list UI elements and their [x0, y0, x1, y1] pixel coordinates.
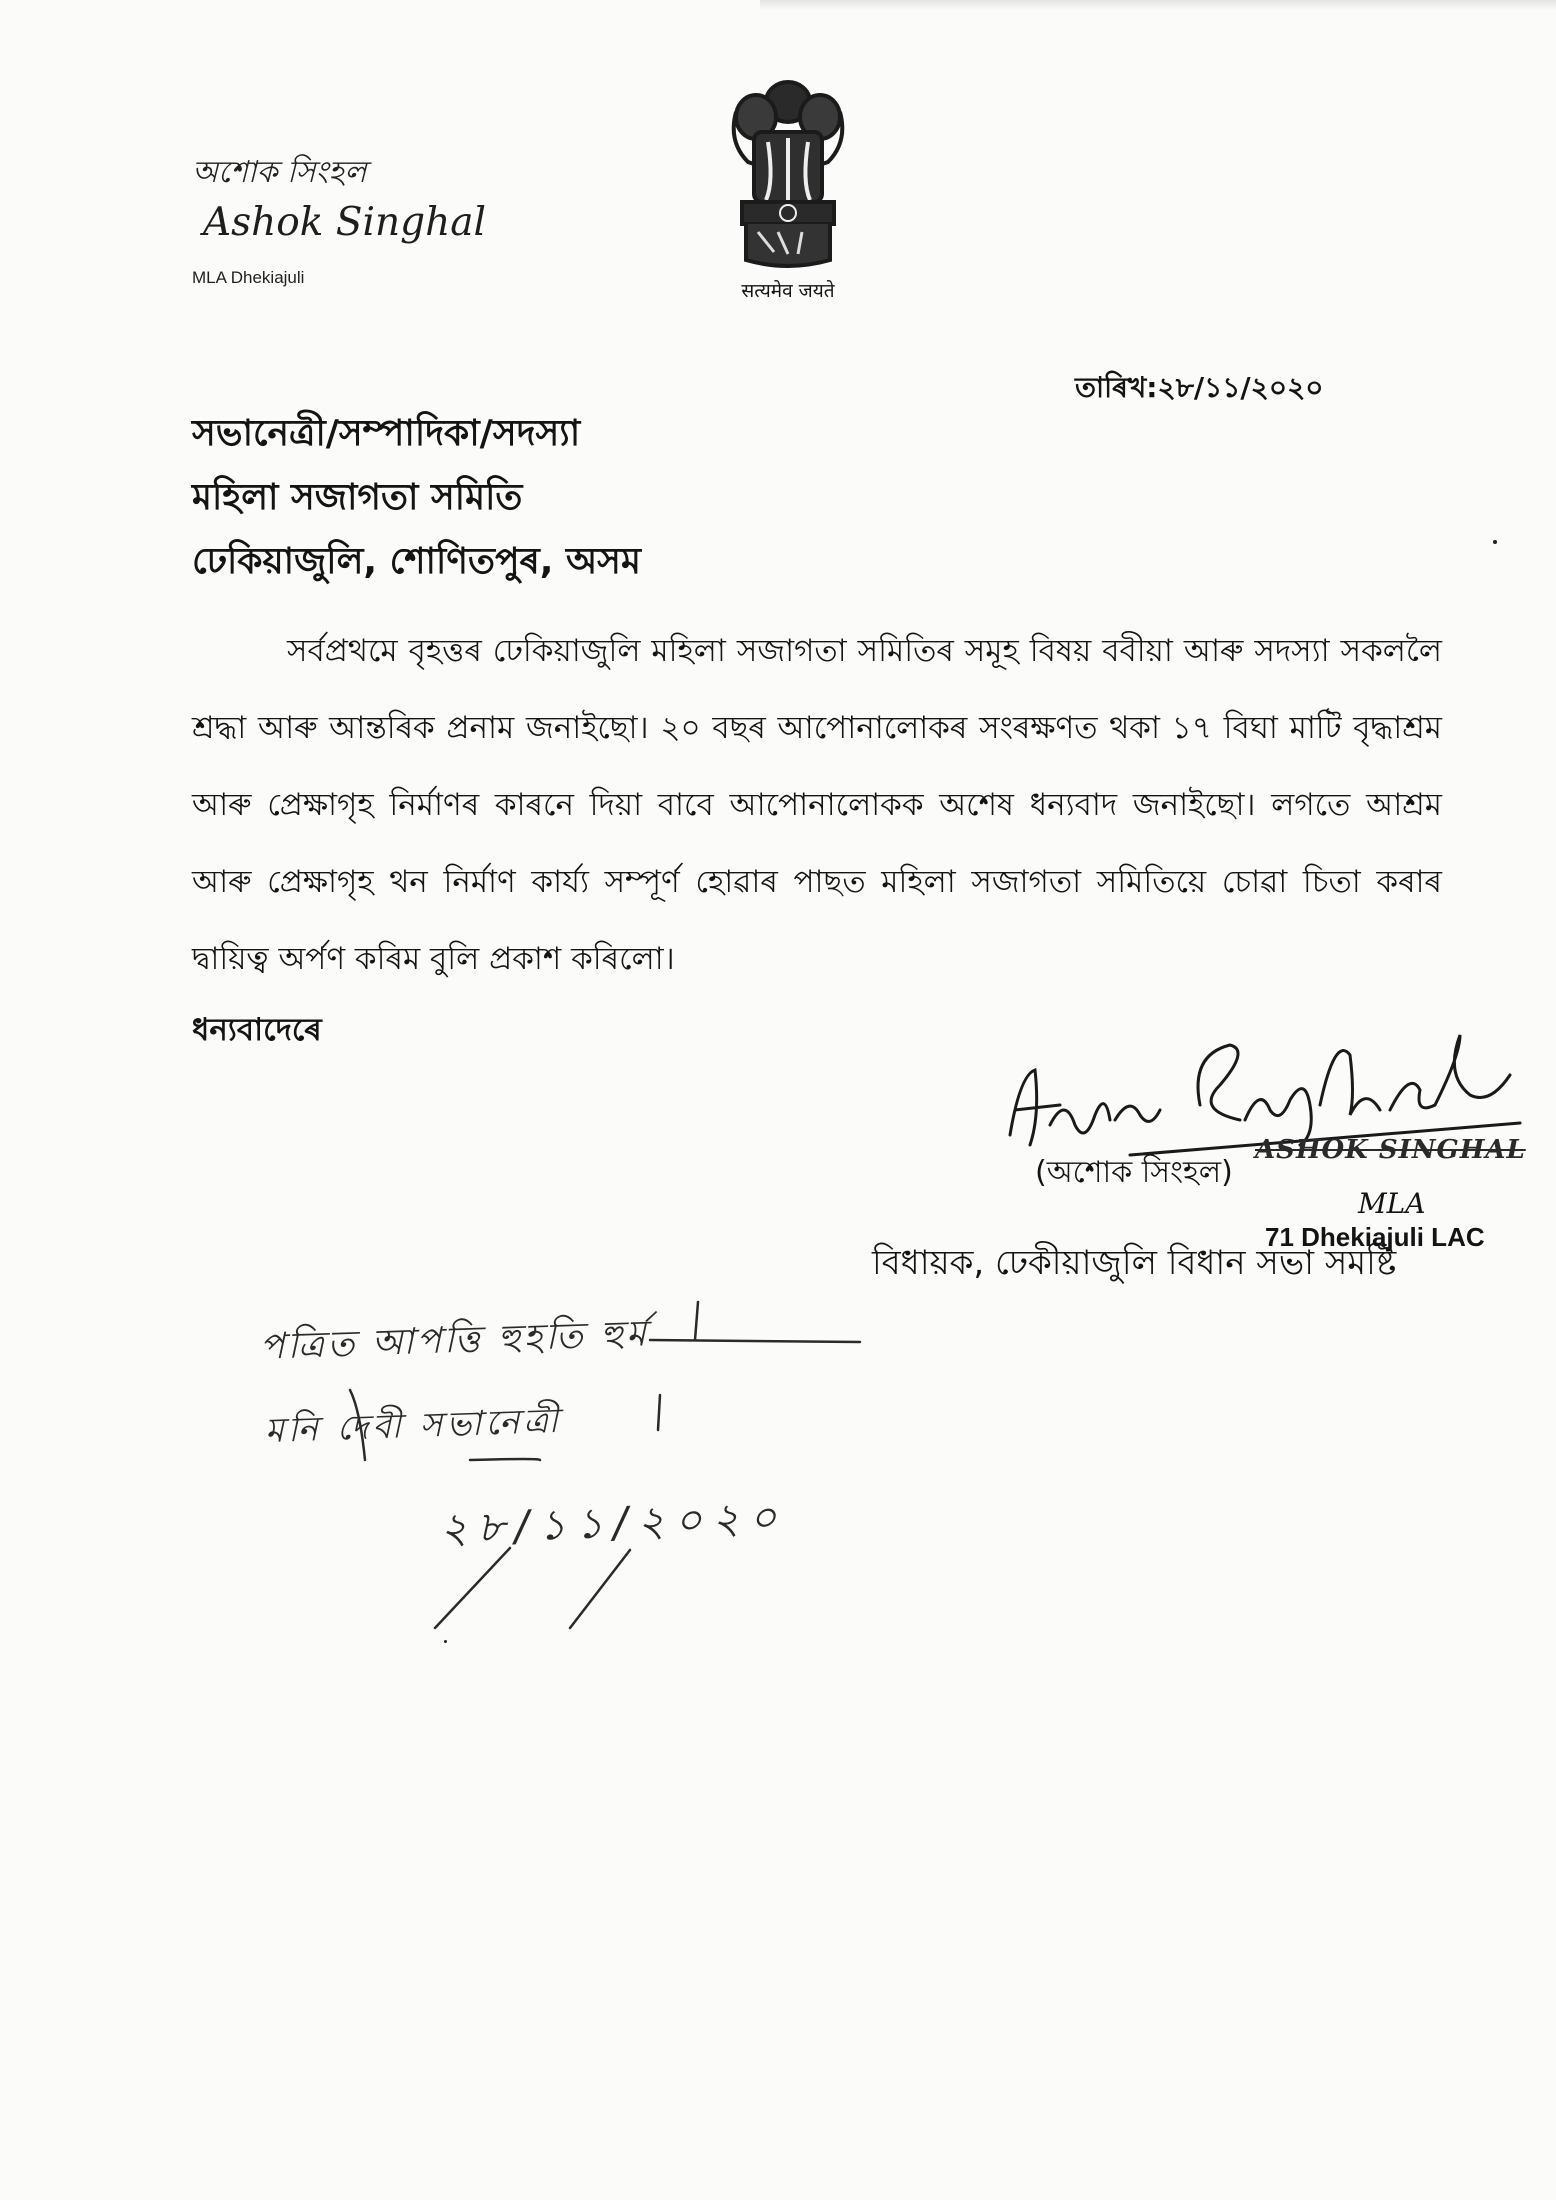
speck	[444, 1640, 447, 1643]
speck	[1493, 540, 1497, 544]
letterhead-designation: MLA Dhekiajuli	[192, 268, 305, 287]
signature-designation: বিধায়ক, ঢেকীয়াজুলি বিধান সভা সমষ্টি	[872, 1243, 1397, 1283]
national-emblem-icon	[718, 72, 858, 272]
closing: ধন্যবাদেৰে	[192, 1012, 322, 1048]
handwritten-note-line-2: মনি দেবী সভানেত্ৰী	[264, 1400, 563, 1452]
handwritten-note-date: ২৮/১১/২০২০	[439, 1491, 788, 1554]
signature-stamp-name: ASHOK SINGHAL	[1255, 1135, 1526, 1165]
letterhead-name-bengali: অশোক সিংহল	[192, 155, 367, 190]
signature-name-bengali: (অশোক সিংহল)	[1035, 1155, 1233, 1190]
scan-edge	[760, 0, 1556, 10]
letter-body	[192, 613, 1442, 998]
emblem-motto: सत्यमेव जयते	[741, 280, 835, 302]
body-paragraph: সৰ্বপ্ৰথমে বৃহত্তৰ ঢেকিয়াজুলি মহিলা সজাগতা সমিতিৰ সমূহ বিষয় ববীয়া আৰু সদস্যা সকললৈ শ্ৰদ্ধা আৰু আন্তৰিক প্ৰনাম জনাইছো। ২০ বছৰ আপোনালোকৰ সংৰক্ষণত থকা ১৭ বিঘা মাটি বৃদ্ধাশ্ৰম আৰু প্ৰেক্ষাগৃহ নিৰ্মাণৰ কাৰনে দিয়া বাবে আপোনালোকক অশেষ ধন্যবাদ জনাইছো। লগতে আশ্ৰম আৰু প্ৰেক্ষাগৃহ থন নিৰ্মাণ কাৰ্য্য সম্পূৰ্ণ হোৱাৰ পাছত মহিলা সজাগতা সমিতিয়ে চোৱা চিতা কৰাৰ দ্বায়িত্ব অৰ্পণ কৰিম বুলি প্ৰকাশ কৰিলো।	[192, 633, 1442, 977]
recipient-line-2: মহিলা সজাগতা সমিতি	[192, 477, 523, 518]
signature-stamp-lac: 71 Dhekiajuli LAC	[1265, 1222, 1485, 1252]
recipient-line-1: সভানেত্ৰী/সম্পাদিকা/সদস্যা	[192, 413, 581, 454]
letterhead-name-english: Ashok Singhal	[203, 200, 486, 245]
letter-date: তাৰিখ:২৮/১১/২০২০	[1075, 371, 1324, 404]
signature-stamp-mla: MLA	[1358, 1187, 1426, 1220]
emblem	[718, 72, 858, 312]
handwritten-note-line-1: পত্ৰিত আপত্তি হুহতি হুৰ্ম	[259, 1313, 650, 1368]
recipient-line-3: ঢেকিয়াজুলি, শোণিতপুৰ, অসম	[192, 541, 641, 582]
recipient-address	[192, 402, 641, 594]
